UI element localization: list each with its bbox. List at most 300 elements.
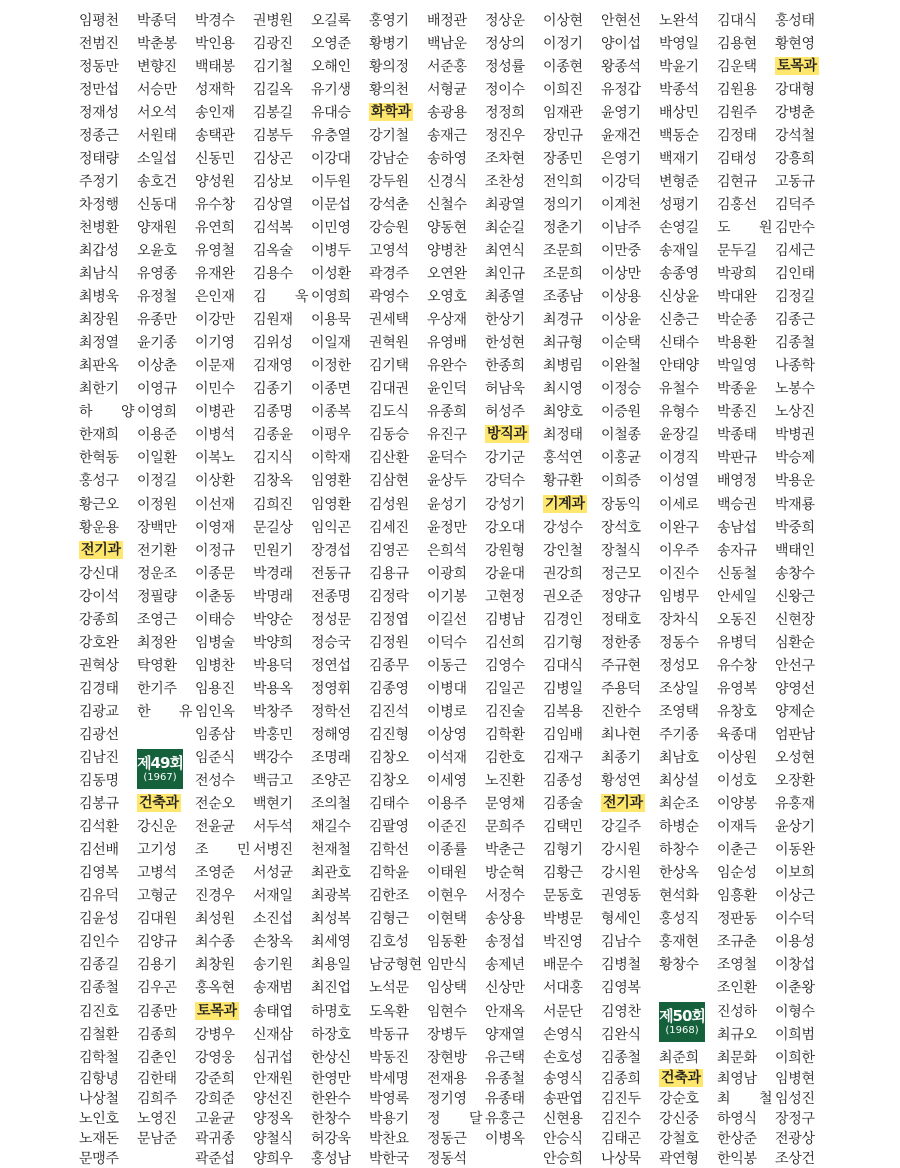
- graduate-name: 황의천: [369, 81, 409, 98]
- graduate-name: 신상윤: [659, 289, 699, 306]
- graduate-name: 성재학: [195, 81, 235, 98]
- graduate-name: 박찬요: [369, 1131, 409, 1148]
- graduate-name: 이민영: [311, 219, 351, 236]
- graduate-name: 이석재: [427, 750, 467, 767]
- department-label-text: 건축과: [661, 1070, 701, 1087]
- graduate-name: 노진환: [485, 773, 525, 790]
- graduate-name: 이정한: [311, 358, 351, 375]
- graduate-name: 고병석: [137, 865, 177, 882]
- department-label: [601, 792, 659, 815]
- graduate-name: 김영복: [601, 980, 641, 997]
- graduate-name: 김종철: [601, 1049, 641, 1066]
- graduate-name: 양동현: [427, 219, 467, 236]
- graduate-name: 김홍선: [717, 196, 757, 213]
- graduate-name: 이계천: [601, 196, 641, 213]
- graduate-name: 허강욱: [311, 1131, 351, 1148]
- graduate-name: 남궁형현: [369, 957, 422, 974]
- graduate-name: 강순호: [659, 1091, 699, 1108]
- graduate-name: 백금고: [253, 773, 293, 790]
- graduate-name: 김진석: [369, 703, 409, 720]
- graduate-name: 최종기: [601, 750, 641, 767]
- department-label: [543, 492, 601, 515]
- graduate-name: 나종학: [775, 358, 815, 375]
- graduate-name: 정태호: [601, 611, 641, 628]
- graduate-name: 서정수: [485, 888, 525, 905]
- graduate-name: 현석화: [659, 888, 699, 905]
- graduate-name: 박광희: [717, 266, 757, 283]
- graduate-name: 이일재: [311, 335, 351, 352]
- graduate-name: 양이섭: [601, 35, 641, 52]
- graduate-name: 이평우: [311, 427, 351, 444]
- graduate-name: 안재옥: [485, 1003, 525, 1020]
- graduate-name: 문길상: [253, 519, 293, 536]
- graduate-name: 조영준: [195, 865, 235, 882]
- graduate-name: 이태승: [195, 611, 235, 628]
- graduate-name: 장차식: [659, 611, 699, 628]
- graduate-name: 양재원: [137, 219, 177, 236]
- graduate-name: 유수창: [717, 657, 757, 674]
- graduate-name: 우상재: [427, 312, 467, 329]
- graduate-name: 최순조: [659, 796, 699, 813]
- graduate-name: 황규환: [543, 473, 583, 490]
- graduate-name: 백재기: [659, 150, 699, 167]
- graduate-name: 심귀섭: [253, 1049, 293, 1066]
- graduate-name: 김한조: [369, 888, 409, 905]
- graduate-name: 정한종: [601, 634, 641, 651]
- graduate-name: 윤인덕: [427, 381, 467, 398]
- graduate-name: 안승식: [543, 1131, 583, 1148]
- department-label: [775, 54, 833, 77]
- graduate-name: 이우주: [659, 542, 699, 559]
- graduate-name: 엄판남: [775, 726, 815, 743]
- graduate-name: 배상민: [659, 104, 699, 121]
- graduate-name: 김학환: [485, 726, 525, 743]
- graduate-name: 최용일: [311, 957, 351, 974]
- graduate-name: 김지식: [253, 450, 293, 467]
- graduate-name: 이정승: [601, 381, 641, 398]
- graduate-name: 박양희: [253, 634, 293, 651]
- graduate-name: 백강수: [253, 750, 293, 767]
- graduate-name: 김종길: [79, 957, 119, 974]
- graduate-name: 강종희: [79, 611, 119, 628]
- graduate-name: 한영만: [311, 1071, 351, 1088]
- graduate-name: 이광희: [427, 565, 467, 582]
- graduate-name: 윤덕수: [427, 450, 467, 467]
- graduate-name: 하장호: [311, 1026, 351, 1043]
- graduate-name: 백태인: [775, 542, 815, 559]
- graduate-name: 이준진: [427, 819, 467, 836]
- graduate-name: 강기철: [369, 127, 409, 144]
- graduate-name: 송제년: [485, 957, 525, 974]
- graduate-name: 조명래: [311, 750, 351, 767]
- graduate-name: 유종만: [137, 312, 177, 329]
- graduate-name: 장동익: [601, 496, 641, 513]
- graduate-name: 백현기: [253, 796, 293, 813]
- graduate-name: 유재완: [195, 266, 235, 283]
- graduate-name: 천병환: [79, 219, 119, 236]
- graduate-name: 김태성: [717, 150, 757, 167]
- graduate-name: 송종영: [659, 266, 699, 283]
- graduate-name: 채길수: [311, 819, 351, 836]
- graduate-name: 김 욱: [253, 289, 321, 306]
- graduate-name: 강병춘: [775, 104, 815, 121]
- graduate-name: 임평천: [79, 12, 119, 29]
- graduate-name: 김석복: [253, 219, 293, 236]
- graduate-name: 권오준: [543, 588, 583, 605]
- graduate-name: 최정열: [79, 335, 119, 352]
- graduate-name: 김종근: [775, 312, 815, 329]
- graduate-name: 강철호: [659, 1131, 699, 1148]
- graduate-name: 강희준: [195, 1091, 235, 1108]
- graduate-name: 최갑성: [79, 242, 119, 259]
- graduate-name: 김종철: [79, 980, 119, 997]
- graduate-name: 정종근: [79, 127, 119, 144]
- graduate-name: 임용진: [195, 680, 235, 697]
- graduate-name: 강오대: [485, 519, 525, 536]
- graduate-name: 송상용: [485, 911, 525, 928]
- graduate-name: 김재구: [543, 750, 583, 767]
- graduate-name: 김기철: [253, 58, 293, 75]
- graduate-name: 송광용: [427, 104, 467, 121]
- graduate-name: 정상의: [485, 35, 525, 52]
- graduate-name: 진경우: [195, 888, 235, 905]
- graduate-name: 강영웅: [195, 1049, 235, 1066]
- graduate-name: 박종덕: [137, 12, 177, 29]
- graduate-name: 서문단: [543, 1003, 583, 1020]
- graduate-name: 한 유: [137, 703, 205, 720]
- graduate-name: 허남욱: [485, 381, 525, 398]
- graduate-name: 강남순: [369, 150, 409, 167]
- graduate-name: 김선희: [485, 634, 525, 651]
- graduate-name: 김길옥: [253, 81, 293, 98]
- graduate-name: 김종기: [253, 381, 293, 398]
- badge-year: (1967): [143, 771, 177, 783]
- graduate-name: 홍영기: [369, 12, 409, 29]
- graduate-name: 홍옥현: [195, 980, 235, 997]
- graduate-name: 강시원: [601, 842, 641, 859]
- graduate-name: 박홍민: [253, 726, 293, 743]
- graduate-name: 이현택: [427, 911, 467, 928]
- graduate-name: 한창수: [311, 1111, 351, 1128]
- graduate-name: 김도식: [369, 404, 409, 421]
- graduate-name: 오연완: [427, 266, 467, 283]
- graduate-name: 이희범: [775, 1026, 815, 1043]
- graduate-name: 심환순: [775, 634, 815, 651]
- graduate-name: 김항녕: [79, 1071, 119, 1088]
- graduate-name: 한기주: [137, 680, 177, 697]
- graduate-name: 신왕근: [775, 588, 815, 605]
- graduate-name: 곽귀종: [195, 1131, 235, 1148]
- graduate-name: 한상신: [311, 1049, 351, 1066]
- graduate-name: 정동석: [427, 1151, 467, 1168]
- graduate-name: 유영배: [427, 335, 467, 352]
- graduate-name: 홍성구: [79, 473, 119, 490]
- graduate-name: 홍재현: [659, 934, 699, 951]
- graduate-name: 백태봉: [195, 58, 235, 75]
- graduate-name: 신현용: [543, 1111, 583, 1128]
- graduate-name: 박일영: [717, 358, 757, 375]
- graduate-name: 전범진: [79, 35, 119, 52]
- graduate-name: 송판엽: [543, 1091, 583, 1108]
- graduate-name: 김학철: [79, 1049, 119, 1066]
- graduate-name: 김세근: [775, 242, 815, 259]
- graduate-name: 전성수: [195, 773, 235, 790]
- graduate-name: 이용주: [427, 796, 467, 813]
- graduate-name: 강준희: [195, 1071, 235, 1088]
- graduate-name: 박춘근: [485, 842, 525, 859]
- graduate-name: 김광선: [79, 726, 119, 743]
- graduate-name: 이일환: [137, 450, 177, 467]
- graduate-name: 이선재: [195, 496, 235, 513]
- graduate-name: 전익희: [543, 173, 583, 190]
- graduate-name: 박진영: [543, 934, 583, 951]
- graduate-name: 김진술: [485, 703, 525, 720]
- graduate-name: 한종희: [485, 358, 525, 375]
- graduate-name: 이두원: [311, 173, 351, 190]
- graduate-name: 문영채: [485, 796, 525, 813]
- graduate-name: 김팔영: [369, 819, 409, 836]
- department-label: [659, 1068, 717, 1088]
- graduate-name: 송재일: [659, 242, 699, 259]
- graduate-name: 임종삼: [195, 726, 235, 743]
- graduate-name: 노인호: [79, 1111, 119, 1128]
- graduate-name: 이철종: [601, 427, 641, 444]
- graduate-name: 변향진: [137, 58, 177, 75]
- graduate-name: 정상운: [485, 12, 525, 29]
- graduate-name: 허성주: [485, 404, 525, 421]
- graduate-name: 이상현: [543, 12, 583, 29]
- graduate-name: 김정락: [369, 588, 409, 605]
- graduate-name: 임영환: [311, 496, 351, 513]
- graduate-name: 김용기: [137, 957, 177, 974]
- graduate-name: 양희우: [253, 1151, 293, 1168]
- graduate-name: 정재성: [79, 104, 119, 121]
- graduate-name: 정태량: [79, 150, 119, 167]
- graduate-name: 임병술: [195, 634, 235, 651]
- graduate-name: 조차현: [485, 150, 525, 167]
- graduate-name: 김성원: [369, 496, 409, 513]
- graduate-name: 최준희: [659, 1049, 699, 1066]
- graduate-name: 김경인: [543, 611, 583, 628]
- graduate-name: 이태원: [427, 865, 467, 882]
- graduate-name: 오동진: [717, 611, 757, 628]
- graduate-name: 이영규: [137, 381, 177, 398]
- graduate-name: 서오석: [137, 104, 177, 121]
- graduate-name: 이형수: [775, 1003, 815, 1020]
- name-list-grid: [79, 8, 891, 1168]
- graduate-name: 서두석: [253, 819, 293, 836]
- graduate-name: 김현규: [717, 173, 757, 190]
- graduate-name: 하명호: [311, 1003, 351, 1020]
- department-label: [137, 792, 195, 815]
- graduate-name: 이길선: [427, 611, 467, 628]
- graduate-name: 정연섭: [311, 657, 351, 674]
- graduate-name: 강병우: [195, 1026, 235, 1043]
- graduate-name: 정의기: [543, 196, 583, 213]
- graduate-name: 강석철: [775, 127, 815, 144]
- graduate-name: 박경래: [253, 565, 293, 582]
- graduate-name: 정동수: [659, 634, 699, 651]
- graduate-name: 김복용: [543, 703, 583, 720]
- graduate-name: 김대권: [369, 381, 409, 398]
- graduate-name: 송인재: [195, 104, 235, 121]
- graduate-name: 이영희: [311, 289, 351, 306]
- graduate-name: 윤상기: [775, 819, 815, 836]
- graduate-name: 강인철: [543, 542, 583, 559]
- graduate-name: 김종윤: [253, 427, 293, 444]
- graduate-name: 조영근: [137, 611, 177, 628]
- graduate-name: 이덕수: [427, 634, 467, 651]
- graduate-name: 김한태: [137, 1071, 177, 1088]
- graduate-name: 이상근: [775, 888, 815, 905]
- graduate-name: 이병옥: [485, 1131, 525, 1148]
- graduate-name: 박승제: [775, 450, 815, 467]
- graduate-name: 이세로: [659, 496, 699, 513]
- graduate-name: 전기환: [137, 542, 177, 559]
- graduate-name: 탁영환: [137, 657, 177, 674]
- graduate-name: 양선진: [253, 1091, 293, 1108]
- graduate-name: 김동명: [79, 773, 119, 790]
- graduate-name: 권강희: [543, 565, 583, 582]
- graduate-name: 박종석: [659, 81, 699, 98]
- graduate-name: 이강만: [195, 312, 235, 329]
- graduate-name: 김원용: [717, 81, 757, 98]
- graduate-name: 백승권: [717, 496, 757, 513]
- graduate-name: 오길록: [311, 12, 351, 29]
- graduate-name: 김정길: [775, 289, 815, 306]
- graduate-name: 김상열: [253, 196, 293, 213]
- department-label-text: 토목과: [777, 57, 817, 74]
- graduate-name: 하병순: [659, 819, 699, 836]
- graduate-name: 김종명: [253, 404, 293, 421]
- graduate-name: 임인옥: [195, 703, 235, 720]
- graduate-name: 강석춘: [369, 196, 409, 213]
- graduate-name: 문희주: [485, 819, 525, 836]
- graduate-name: 이용묵: [311, 312, 351, 329]
- graduate-name: 이순택: [601, 335, 641, 352]
- graduate-name: 강성수: [543, 519, 583, 536]
- graduate-name: 홍석연: [543, 450, 583, 467]
- graduate-name: 정승국: [311, 634, 351, 651]
- graduate-name: 김윤성: [79, 911, 119, 928]
- graduate-name: 강시원: [601, 865, 641, 882]
- graduate-name: 박경수: [195, 12, 235, 29]
- graduate-name: 이종문: [195, 565, 235, 582]
- graduate-name: 임성진: [775, 1091, 815, 1108]
- graduate-name: 최남식: [79, 266, 119, 283]
- graduate-name: 박재룡: [775, 496, 815, 513]
- graduate-name: 천재철: [311, 842, 351, 859]
- graduate-name: 이강대: [311, 150, 351, 167]
- graduate-name: 신태수: [659, 335, 699, 352]
- graduate-name: 이문재: [195, 358, 235, 375]
- graduate-name: 김대식: [543, 657, 583, 674]
- graduate-name: 강흥희: [775, 150, 815, 167]
- graduate-name: 강기군: [485, 450, 525, 467]
- graduate-name: 김옥술: [253, 242, 293, 259]
- graduate-name: 유영철: [195, 242, 235, 259]
- graduate-name: 김유덕: [79, 888, 119, 905]
- graduate-name: 신경식: [427, 173, 467, 190]
- graduate-name: 이양봉: [717, 796, 757, 813]
- graduate-name: 육종대: [717, 726, 757, 743]
- graduate-name: 도 원: [717, 219, 785, 236]
- graduate-name: 임만식: [427, 957, 467, 974]
- graduate-name: 이춘동: [195, 588, 235, 605]
- graduate-name: 조 민: [195, 842, 263, 859]
- graduate-name: 김병남: [485, 611, 525, 628]
- graduate-name: 오해인: [311, 58, 351, 75]
- graduate-name: 임동환: [427, 934, 467, 951]
- graduate-name: 이희진: [543, 81, 583, 98]
- graduate-name: 신철수: [427, 196, 467, 213]
- graduate-name: 송정섭: [485, 934, 525, 951]
- graduate-name: 김봉규: [79, 796, 119, 813]
- graduate-name: 서원태: [137, 127, 177, 144]
- graduate-name: 김영복: [79, 865, 119, 882]
- graduate-name: 정학선: [311, 703, 351, 720]
- department-label-text: 전기과: [603, 795, 643, 812]
- graduate-name: 임현수: [427, 1003, 467, 1020]
- graduate-name: 도옥환: [369, 1003, 409, 1020]
- graduate-name: 정필량: [137, 588, 177, 605]
- graduate-name: 김택민: [543, 819, 583, 836]
- graduate-name: 유기생: [311, 81, 351, 98]
- graduate-name: 고현정: [485, 588, 525, 605]
- graduate-name: 이용준: [137, 427, 177, 444]
- graduate-name: 강신중: [659, 1111, 699, 1128]
- graduate-name: 서성균: [253, 865, 293, 882]
- graduate-name: 김종술: [543, 796, 583, 813]
- graduate-name: 김재영: [253, 358, 293, 375]
- graduate-name: 고기성: [137, 842, 177, 859]
- graduate-name: 장철식: [601, 542, 641, 559]
- graduate-name: 김정태: [717, 127, 757, 144]
- graduate-name: 김진두: [601, 1091, 641, 1108]
- graduate-name: 조양곤: [311, 773, 351, 790]
- graduate-name: 양재열: [485, 1026, 525, 1043]
- graduate-name: 곽준섭: [195, 1151, 235, 1168]
- graduate-name: 이종면: [311, 381, 351, 398]
- graduate-name: 김광진: [253, 35, 293, 52]
- graduate-name: 문남준: [137, 1131, 177, 1148]
- graduate-name: 서승만: [137, 81, 177, 98]
- graduate-name: 최영남: [717, 1071, 757, 1088]
- graduate-name: 김상보: [253, 173, 293, 190]
- graduate-name: 오윤호: [137, 242, 177, 259]
- graduate-name: 김만수: [775, 219, 815, 236]
- graduate-name: 신동대: [137, 196, 177, 213]
- graduate-name: 임상택: [427, 980, 467, 997]
- graduate-name: 양철식: [253, 1131, 293, 1148]
- graduate-name: 고형군: [137, 888, 177, 905]
- graduate-name: 황현영: [775, 35, 815, 52]
- graduate-name: 최성원: [195, 911, 235, 928]
- graduate-name: 김용현: [717, 35, 757, 52]
- graduate-name: 김황근: [543, 865, 583, 882]
- graduate-name: 하 양: [79, 404, 147, 421]
- graduate-name: 김광교: [79, 703, 119, 720]
- graduate-name: 송창수: [775, 565, 815, 582]
- graduate-name: 유수창: [195, 196, 235, 213]
- graduate-name: 김원재: [253, 312, 293, 329]
- graduate-name: 이남주: [601, 219, 641, 236]
- graduate-name: 강호완: [79, 634, 119, 651]
- graduate-name: 나상철: [79, 1091, 119, 1108]
- graduate-name: 박동규: [369, 1026, 409, 1043]
- graduate-name: 황성연: [601, 773, 641, 790]
- graduate-name: 한익봉: [717, 1151, 757, 1168]
